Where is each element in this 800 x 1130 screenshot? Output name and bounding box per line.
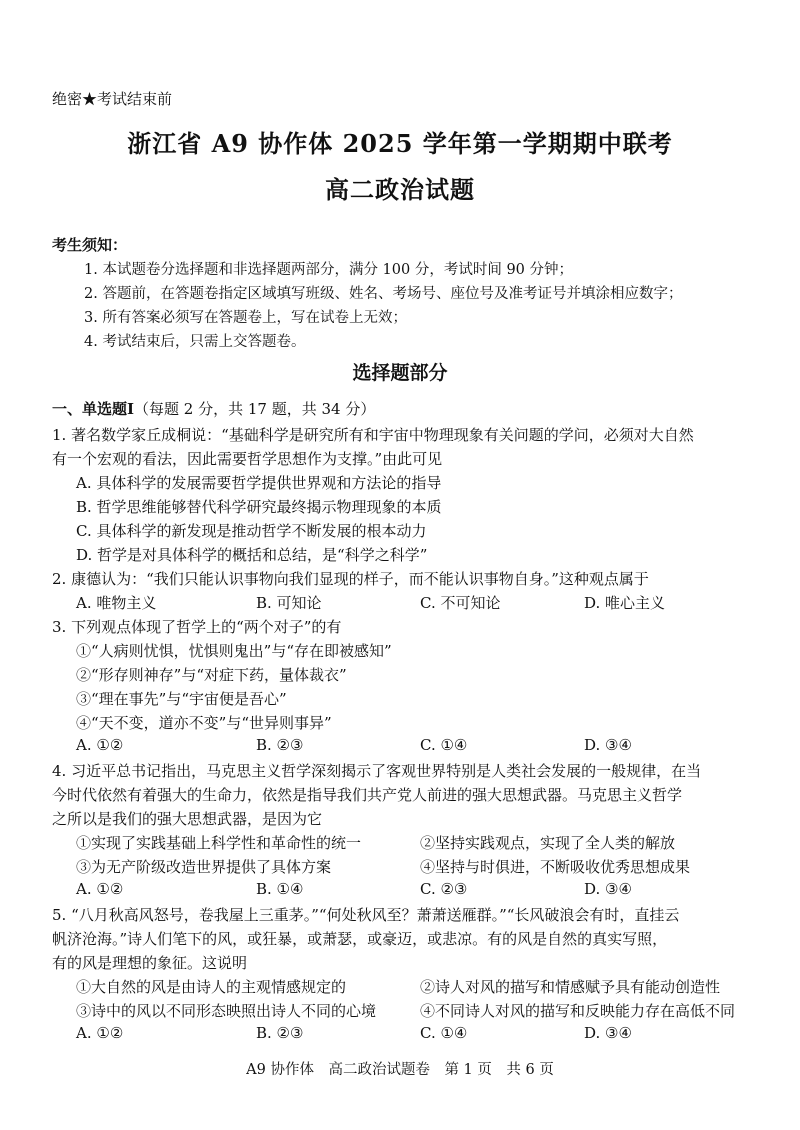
question-3-statement: ②“形存则神存”与“对症下药，量体裁衣”: [76, 666, 347, 684]
question-4-statement: ②坚持实践观点，实现了全人类的解放: [420, 834, 676, 852]
question-5-statement: ④不同诗人对风的描写和反映能力存在高低不同: [420, 1002, 736, 1020]
question-3-statement: ①“人病则忧惧，忧惧则鬼出”与“存在即被感知”: [76, 642, 392, 660]
question-1-option-a: A. 具体科学的发展需要哲学提供世界观和方法论的指导: [76, 474, 442, 492]
question-3-option-a: A. ①②: [76, 736, 124, 754]
notice-item: 4. 考试结束后，只需上交答题卷。: [84, 334, 306, 350]
question-4-option-d: D. ③④: [584, 880, 632, 898]
question-5-stem: 5. “八月秋高风怒号，卷我屋上三重茅。”“何处秋风至？萧萧送雁群。”“长风破浪会有时，直挂云: [52, 906, 680, 924]
part-heading-label: 一、单选题Ⅰ: [52, 400, 135, 418]
part-heading-note: （每题 2 分，共 17 题，共 34 分）: [134, 400, 376, 418]
question-4-option-a: A. ①②: [76, 880, 124, 898]
notice-item: 3. 所有答案必须写在答题卷上，写在试卷上无效；: [84, 310, 407, 326]
question-5-statement: ①大自然的风是由诗人的主观情感规定的: [76, 978, 347, 996]
question-1-stem: 1. 著名数学家丘成桐说：“基础科学是研究所有和宇宙中物理现象有关问题的学问，必须对大自然: [52, 426, 694, 444]
question-4-stem: 4. 习近平总书记指出，马克思主义哲学深刻揭示了客观世界特别是人类社会发展的一般规律，在当: [52, 762, 702, 780]
question-1-stem: 有一个宏观的看法，因此需要哲学思想作为支撑。”由此可见: [52, 450, 443, 468]
question-4-statement: ④坚持与时俱进，不断吸收优秀思想成果: [420, 858, 691, 876]
question-5-option-a: A. ①②: [76, 1024, 124, 1042]
question-4-stem: 之所以是我们的强大思想武器，是因为它: [52, 810, 323, 828]
question-5-stem: 有的风是理想的象征。这说明: [52, 954, 248, 972]
confidential-label: 绝密★考试结束前: [52, 90, 173, 108]
question-1-option-d: D. 哲学是对具体科学的概括和总结，是“科学之科学”: [76, 546, 428, 564]
question-2-option-b: B. 可知论: [256, 594, 322, 612]
question-4-option-b: B. ①④: [256, 880, 304, 898]
question-2-option-c: C. 不可知论: [420, 594, 501, 612]
question-1-option-c: C. 具体科学的新发现是推动哲学不断发展的根本动力: [76, 522, 427, 540]
part-heading: [52, 398, 375, 419]
question-5-option-c: C. ①④: [420, 1024, 468, 1042]
question-4-option-c: C. ②③: [420, 880, 468, 898]
section-title: 选择题部分: [352, 362, 448, 384]
exam-title: 浙江省 A9 协作体 2025 学年第一学期期中联考: [127, 129, 673, 158]
question-2-stem: 2. 康德认为：“我们只能认识事物向我们显现的样子，而不能认识事物自身。”这种观点属于: [52, 570, 649, 588]
question-3-statement: ③“理在事先”与“宇宙便是吾心”: [76, 690, 287, 708]
question-3-option-c: C. ①④: [420, 736, 468, 754]
question-4-statement: ①实现了实践基础上科学性和革命性的统一: [76, 834, 362, 852]
question-4-statement: ③为无产阶级改造世界提供了具体方案: [76, 858, 332, 876]
question-3-stem: 3. 下列观点体现了哲学上的“两个对子”的有: [52, 618, 342, 636]
question-5-stem: 帆济沧海。”诗人们笔下的风，或狂暴，或萧瑟，或豪迈，或悲凉。有的风是自然的真实写照，: [52, 930, 668, 948]
question-4-stem: 今时代依然有着强大的生命力，依然是指导我们共产党人前进的强大思想武器。马克思主义哲学: [52, 786, 683, 804]
question-3-statement: ④“天不变，道亦不变”与“世异则事异”: [76, 714, 332, 732]
question-2-option-a: A. 唯物主义: [76, 594, 157, 612]
notice-item: 2. 答题前，在答题卷指定区域填写班级、姓名、考场号、座位号及准考证号并填涂相应数字；: [84, 286, 683, 302]
question-5-statement: ③诗中的风以不同形态映照出诗人不同的心境: [76, 1002, 377, 1020]
notice-item: 1. 本试题卷分选择题和非选择题两部分，满分 100 分，考试时间 90 分钟；: [84, 262, 574, 278]
exam-subtitle: 高二政治试题: [325, 175, 475, 204]
question-2-option-d: D. 唯心主义: [584, 594, 666, 612]
question-5-option-b: B. ②③: [256, 1024, 304, 1042]
question-1-option-b: B. 哲学思维能够替代科学研究最终揭示物理现象的本质: [76, 498, 442, 516]
page-footer: A9 协作体 高二政治试题卷 第 1 页 共 6 页: [246, 1062, 554, 1078]
question-5-option-d: D. ③④: [584, 1024, 632, 1042]
question-3-option-d: D. ③④: [584, 736, 632, 754]
notice-heading: 考生须知：: [52, 236, 128, 254]
question-3-option-b: B. ②③: [256, 736, 304, 754]
question-5-statement: ②诗人对风的描写和情感赋予具有能动创造性: [420, 978, 721, 996]
